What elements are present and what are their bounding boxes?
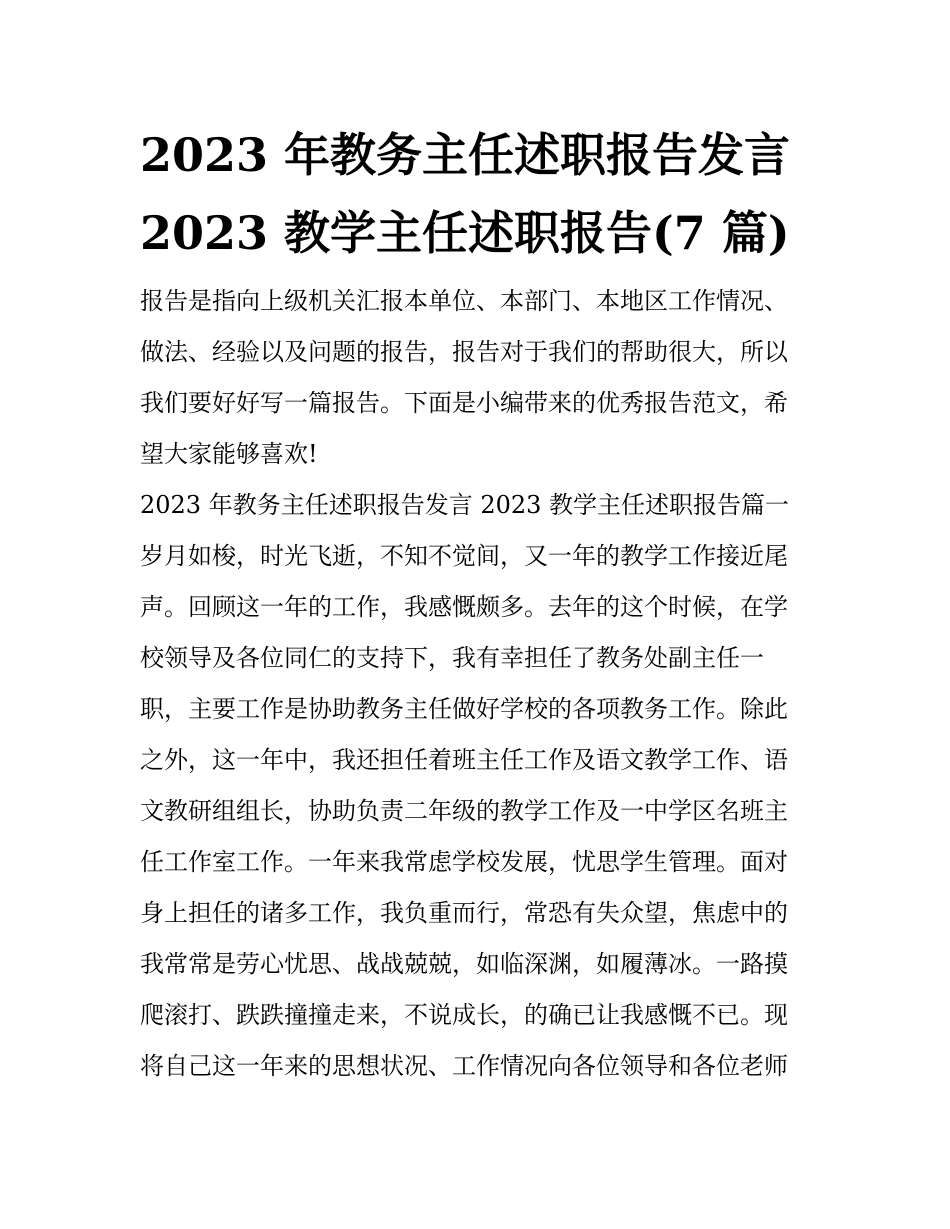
body-line-9: 我常常是劳心忧思、战战兢兢，如临深渊，如履薄冰。一路摸 (140, 950, 788, 978)
document-title (140, 116, 820, 272)
title-line-1: 2023 年教务主任述职报告发言 (140, 128, 791, 182)
body-line-6: 文教研组组长，协助负责二年级的教学工作及一中学区名班主 (140, 797, 788, 825)
body-line-4: 职，主要工作是协助教务主任做好学校的各项教务工作。除此 (140, 695, 788, 723)
body-line-11: 将自己这一年来的思想状况、工作情况向各位领导和各位老师 (140, 1052, 788, 1080)
intro-line-3: 我们要好好写一篇报告。下面是小编带来的优秀报告范文，希 (140, 389, 788, 417)
body-line-3: 校领导及各位同仁的支持下，我有幸担任了教务处副主任一 (140, 644, 764, 672)
body-line-10: 爬滚打、跌跌撞撞走来，不说成长，的确已让我感慨不已。现 (140, 1001, 788, 1029)
intro-line-1: 报告是指向上级机关汇报本单位、本部门、本地区工作情况、 (140, 287, 788, 315)
body-line-2: 声。回顾这一年的工作，我感慨颇多。去年的这个时候，在学 (140, 593, 788, 621)
body-line-8: 身上担任的诸多工作，我负重而行，常恐有失众望，焦虑中的 (140, 899, 788, 927)
title-line-2: 2023 教学主任述职报告(7 篇) (140, 206, 790, 260)
intro-line-4: 望大家能够喜欢! (140, 440, 318, 468)
body-line-1: 岁月如梭，时光飞逝，不知不觉间，又一年的教学工作接近尾 (140, 542, 788, 570)
section-heading: 2023 年教务主任述职报告发言 2023 教学主任述职报告篇一 (140, 491, 790, 519)
intro-line-2: 做法、经验以及问题的报告，报告对于我们的帮助很大，所以 (140, 338, 788, 366)
document-body (140, 276, 820, 1092)
body-line-7: 任工作室工作。一年来我常虑学校发展，忧思学生管理。面对 (140, 848, 788, 876)
body-line-5: 之外，这一年中，我还担任着班主任工作及语文教学工作、语 (140, 746, 788, 774)
